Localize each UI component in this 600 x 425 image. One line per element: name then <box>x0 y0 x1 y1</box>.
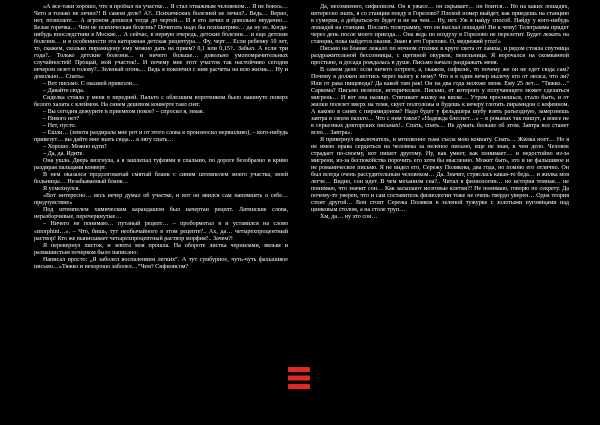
left-page <box>34 4 288 414</box>
paragraph: Сиделка стояла у меня в передней. Пальто с облезшим воротником было накинуто поверх белого халата с клеймом. На синем дешевом конверте таял снег. <box>34 95 288 109</box>
paragraph: – Вот письмо. С оказией привезли… <box>43 81 139 88</box>
paragraph: – Ничего не понимаю… путаный рецепт… – пробормотал я и уставился на слово «morphini…». – Что, бишь, тут необычайного в этом рецепте?.. Ах, да… четырехпроцентный раствор! Кто же выписывает четырехпроцентный раствор морфия?.. Зачем?! <box>34 221 288 242</box>
paragraph: Она ушла. Дверь визгнула, а я зашлепал туфлями в спальню, по дороге безобразно и криво раздирая пальцами конверт. <box>34 158 288 172</box>
publisher-logo-icon <box>288 367 310 389</box>
paragraph: Написал просто: „Я заболел воспалением легких“. А тут сумбурное, чуть-чуть фальшивое письмо…»Тяжко и нехорошо заболел…“Чем? Сифилисом? <box>34 256 288 270</box>
paragraph: Хм, да… ну это сон… <box>320 214 378 221</box>
paragraph: – Вы сегодня дежурите в приемном покое? – спросил я, зевая. <box>43 109 205 116</box>
paragraph: Письмо на бланке лежало по ночном столике в круге света от лампы, и рядом стояла спутница раздражительной бессонницы, с щетиной окурков, пепельница. Я ворочался на скомканной простыне, и досада рождалась в душе. Письмо начало раздражать меня. <box>311 46 569 67</box>
paragraph: Под штемпелем химическим карандашом был начертан рецепт. Латинские слова, неразборчивые, перечеркнутые… <box>34 207 288 221</box>
paragraph: – Хорошо. Можно идти? <box>43 144 107 151</box>
paragraph: Я перевернул листок, и зевота моя прошла. На обороте листка чернилами, вялым и размашистым почерком было написано: <box>34 242 288 256</box>
paragraph: В самом деле: если ничего острого, а, скажем, сифилис, то почему же он не едет сюда сам? Почему я должен нестись через вьюгу к нему? Что я в один вечер вылечу его от люэса, что ли? Или от рака пищевода? Да какой там рак! Он на два года моложе меня. Ему 25 лет… "Тяжко…" Саркома? Письмо нелепое, истерическое. Письмо, от которого у получающего может сделаться мигрень… И вот она налицо. Стягивает жилку на виске… Утром проснешься, стало быть, и от жилки полезет вверх на темя, скует полголовы и будешь к вечеру глотать пирамидон с кофеином. А каково в санях с пирамидоном? Надо будет у фельдшера шубу взять разъездную, замерзнешь завтра в своем пальто… Что с ним такое? «Надежда блеснет…» – в романах так пишут, а вовсе не в серьезных докторских письмах!.. Спать, спать… Не думать больше об этом. Завтра все станет ясно… Завтра». <box>311 67 569 137</box>
paragraph: – Никого нет? <box>43 116 80 123</box>
right-page <box>311 4 569 414</box>
paragraph: В нем оказался продолговатый смятый бланк с синим штемпелем моего участка, моей больницы… Незабываемый бланк… <box>34 172 288 186</box>
paragraph: – Да, да. Идите. <box>43 151 84 158</box>
paragraph: – Давайте сюда. <box>43 88 85 95</box>
paragraph: – Нет, пусто. <box>43 123 77 130</box>
paragraph: Я усмехнулся. <box>43 186 80 193</box>
paragraph: Я привернул выключатель, и мгновенно тьма съела мою комнату. Спать… Жилка ноет… Но я не имею права сердиться на человека за нелепое письмо, еще не зная, в чем дело. Человек страдает по-своему, вот пишет другому. Ну, как умеет, как понимает… и недостойно из-за мигрени, из-за беспокойства порочить его хотя бы мысленно. Может быть, это и не фальшивое и не романическое письмо. Я не видел его, Сережу Полякова, два года, но помню его отлично. Он был всегда очень рассудительным человеком… Да. Значит, стряслась какая-то беда… и жилка моя легче… Видно, сон идет. В чем механизм сна?.. Читал в физиологии… но история темная… не понимаю, что значит сон… Как засыпают мозговые клетки?! Не понимаю, говорю по секрету. Да почему-то уверен, что и сам составитель физиологии тоже не очень твердо уверен… Одна теория стоит другой… Вон стоит Сережа Поляков в зеленой тужурке с золотыми пуговицами над цинковым столом, а на столе труп… <box>311 137 569 214</box>
paragraph: «А все-таки хорошо, что я пробыл на участке… Я стал отважным человеком… Я не боюсь… Чего я только не лечил?! В самом деле? А?.. Психических болезней не лечил?.. Ведь… Верно, нет, позвольте… А агроном допился тогда до чертей… И я его лечил и довольно неудачно… Белая горячка… Чем не психическая болезнь? Почитать надо бы психиатрию… да ну ее. Когда-нибудь впоследствии в Москве… А сейчас, в первую очередь, детские болезни… и еще детские болезни… и в особенности эта каторжная детская рецептура… Фу, черт… Если ребенку 10 лет, то, скажем, сколько пирамидону ему можно дать на прием? 0,1 или 0,15?.. Забыл. А если три года?.. Только детские болезни… и ничего больше… довольно умопомрачительных случайностей! Прощай, мой участок!.. И почему мне этот участок так настойчиво сегодня вечером лезет в голову?.. Зеленый огонь… Ведь я покончил с ним расчеты на всю жизнь… Ну и довольно… Спать» <box>34 4 288 81</box>
paragraph: «Вот интересно… весь вечер думал об участке, и вот он явился сам напомнить о себе… предчувствие» <box>34 193 288 207</box>
paragraph: Да, несомненно, сифилисом. Он в ужасе… он скрывает… он боится… Но на каких лошадях, интересно знать, я со станции поеду в Горелово? Плохой номер выйдет, как приедешь на станцию в сумерки, а добраться-то будет и не на чем… Ну, нет. Уж я найду способ. Найду у кого-нибудь лошадей на станции. Послать телеграмму, что он выслал лошадей! Ни к чему! Телеграмма придет через день после моего приезда… Она ведь по воздуху в Горелово не перелетит. Будет лежать на станции, пока найдется оказия. Знаю я это Горелово. О, медвежий угол!» <box>311 4 569 46</box>
paragraph: – Ешли… (зевота раздирала мне рот и от этого слова я произносил неряшливо), – кого-нибудь привезут… вы дайте мне знать сюда… я лягу спать… <box>34 130 288 144</box>
